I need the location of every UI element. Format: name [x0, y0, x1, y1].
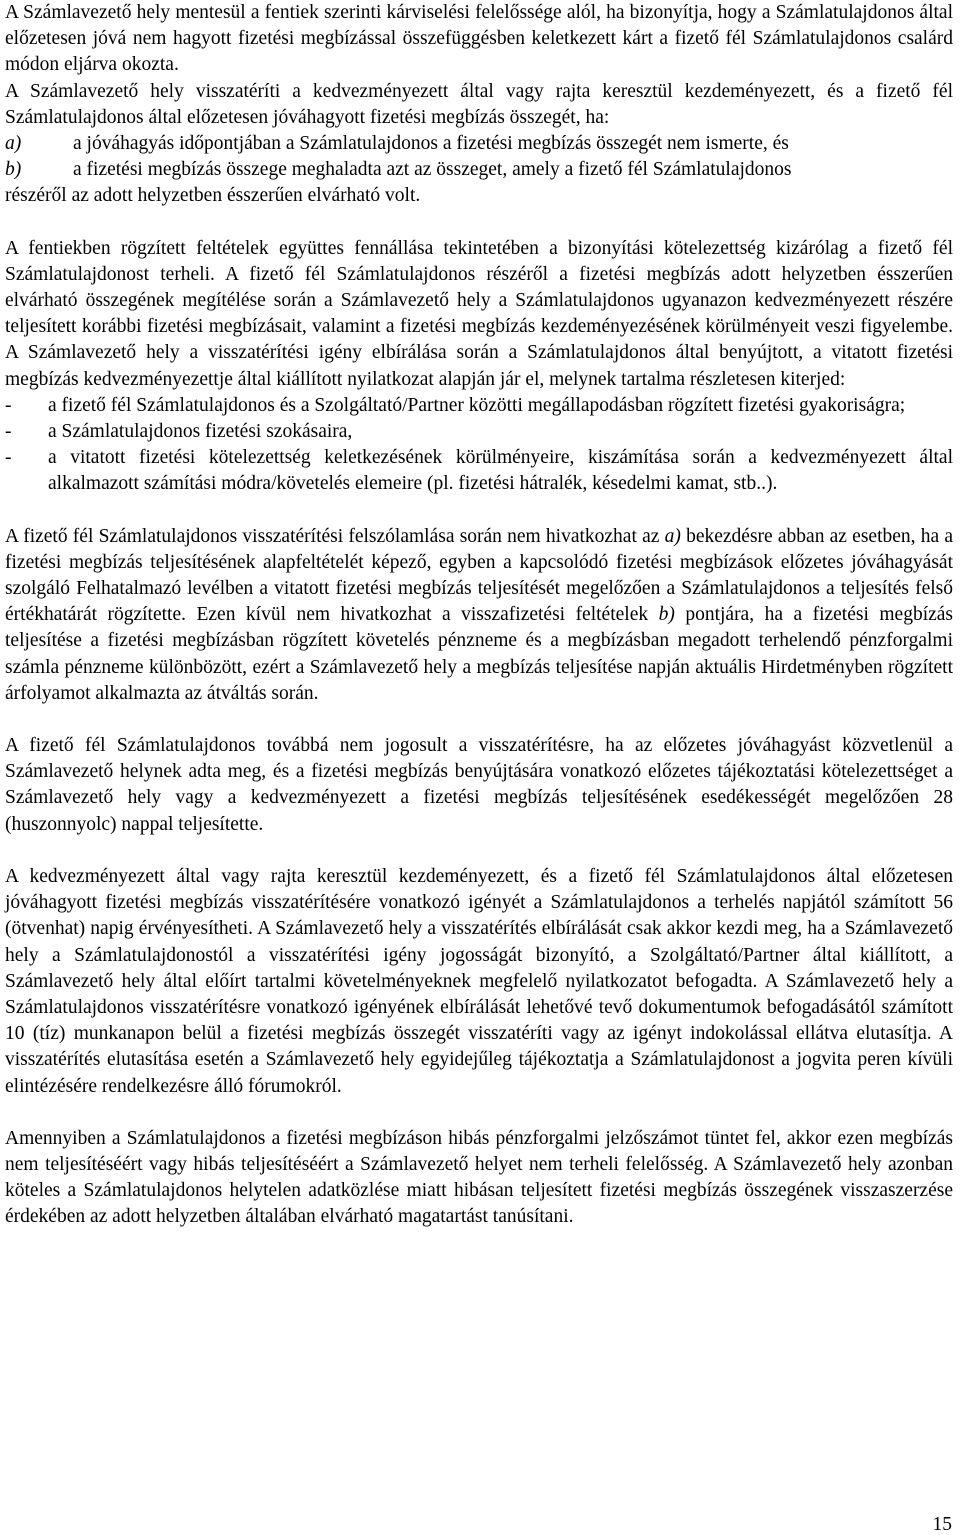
paragraph-burden-of-proof: A fentiekben rögzített feltételek együttes fennállása tekintetében a bizonyítási kötelezettség kizárólag a fizető fél Számlatulajdonost terheli. A fizető fél Számlatulajdonos részéről a fizetési megbízás adott helyzetben ésszerűen elvárható összegének megítélése során a Számlavezető hely a Számlatulajdonos ugyanazon kedvezményezett részére teljesített korábbi fizetési megbízásait, valamint a fizetési megbízás kezdeményezésének körülményeit veszi figyelembe. A Számlavezető hely a visszatérítési igény elbírálása során a Számlatulajdonos által benyújtott, a vitatott fizetési megbízás kedvezményezettje által kiállított nyilatkozat alapján jár el, melynek tartalma részletesen kiterjed:: [5, 237, 953, 390]
reference-b: b): [658, 604, 675, 626]
reference-a: a): [664, 525, 681, 547]
list-item: [5, 157, 953, 183]
paragraph-gap: [5, 210, 953, 236]
paragraph-liability-exemption: A Számlavezető hely mentesül a fentiek szerinti kárviselési felelőssége alól, ha bizonyítja, hogy a Számlatulajdonos által előzetesen jóvá nem hagyott fizetési megbízással összefüggésben keletkezett kárt a fizető fél Számlatulajdonos csalárd módon eljárva okozta.: [5, 2, 953, 76]
list-item: [5, 419, 953, 445]
list-marker: -: [5, 447, 12, 469]
paragraph-gap: [5, 498, 953, 524]
list-item-text: a fizető fél Számlatulajdonos és a Szolgáltató/Partner közötti megállapodásban rögzített fizetési gyakoriságra;: [48, 394, 906, 416]
list-item-text: a fizetési megbízás összege meghaladta azt az összeget, amely a fizető fél Számlatulajdonos: [73, 159, 792, 181]
list-marker: b): [5, 159, 22, 181]
page-number: 15: [932, 1514, 952, 1535]
paragraph-gap: [5, 1100, 953, 1126]
list-item: [5, 393, 953, 419]
list-item-text: a jóváhagyás időpontjában a Számlatulajdonos a fizetési megbízás összegét nem ismerte, és: [73, 133, 789, 155]
paragraph-text: A fizető fél Számlatulajdonos visszatérítési felszólamlása során nem hivatkozhat az: [5, 525, 665, 547]
list-item: [5, 445, 953, 497]
paragraph-objection-limits: [5, 524, 953, 707]
list-marker: a): [5, 133, 22, 155]
paragraph-text: bekezdésre abban az esetben, ha a fizetési megbízás teljesítésének alapfeltételét képező, egyben a kapcsolódó fizetési megbízások előzetes jóváhagyását szolgáló Felhatalmazó levélben a vitatott fizetési megbízás teljesítését megelőzően a Számlatulajdonos a teljesítés felső értékhatárát rögzítette. Ezen kívül nem hivatkozhat a visszafizetési feltételek: [5, 525, 953, 626]
paragraph-refund-conditions-tail: részéről az adott helyzetben ésszerűen elvárható volt.: [5, 185, 421, 207]
list-marker: -: [5, 421, 12, 443]
paragraph-wrong-account-number: Amennyiben a Számlatulajdonos a fizetési megbízáson hibás pénzforgalmi jelzőszámot tüntet fel, akkor ezen megbízás nem teljesítéséért vagy hibás teljesítéséért a Számlavezető helyet nem terheli felelősség. A Számlavezető hely azonban köteles a Számlatulajdonos helytelen adatközlése miatt hibásan teljesített fizetési megbízás összegének visszaszerzése érdekében az adott helyzetben általában elvárható magatartást tanúsítani.: [5, 1127, 953, 1228]
paragraph-refund-conditions: A Számlavezető hely visszatéríti a kedvezményezett által vagy rajta keresztül kezdeményezett, és a fizető fél Számlatulajdonos által előzetesen jóváhagyott fizetési megbízás összegét, ha:: [5, 80, 953, 128]
paragraph-refund-deadline: A kedvezményezett által vagy rajta keresztül kezdeményezett, és a fizető fél Számlatulajdonos által előzetesen jóváhagyott fizetési megbízás visszatérítésére vonatkozó igényét a Számlatulajdonos a terhelés napjától számított 56 (ötvenhat) napig érvényesítheti. A Számlavezető hely a visszatérítés elbírálását csak akkor kezdi meg, ha a Számlavezető hely a Számlatulajdonostól a visszatérítési igény jogosságát bizonyító, a Szolgáltató/Partner által kiállított, a Számlavezető hely által előírt tartalmi követelményeknek megfelelő nyilatkozatot befogadta. A Számlavezető hely a Számlatulajdonos visszatérítésre vonatkozó igényének elbírálását lehetővé tevő dokumentumok befogadásától számított 10 (tíz) munkanapon belül a fizetési megbízás összegét visszatéríti vagy az igényt indokolással ellátva elutasítja. A visszatérítés elutasítása esetén a Számlavezető hely egyidejűleg tájékoztatja a Számlatulajdonost a jogvita peren kívüli elintézésére rendelkezésre álló fórumokról.: [5, 865, 953, 1097]
paragraph-text: pontjára, ha a fizetési megbízás teljesítése a fizetési megbízásban rögzített követelés pénzneme és a megbízásban megadott terhelendő pénzforgalmi számla pénzneme különbözött, ezért a Számlavezető hely a megbízás teljesítése napján aktuális Hirdetményben rögzített árfolyamot alkalmazta az átváltás során.: [5, 604, 954, 704]
paragraph-no-refund: A fizető fél Számlatulajdonos továbbá nem jogosult a visszatérítésre, ha az előzetes jóváhagyást közvetlenül a Számlavezető helynek adta meg, és a fizetési megbízás benyújtására vonatkozó előzetes tájékoztatási kötelezettséget a Számlavezető hely vagy a kedvezményezett a fizetési megbízás teljesítésének esedékességét megelőzően 28 (huszonnyolc) nappal teljesítette.: [5, 735, 953, 835]
paragraph-gap: [5, 707, 953, 733]
list-item: [5, 131, 953, 157]
document-page: [5, 0, 953, 1231]
list-item-text: a vitatott fizetési kötelezettség keletkezésének körülményeire, kiszámítása során a kedvezményezett által alkalmazott számítási módra/követelés elemeire (pl. fizetési hátralék, késedelmi kamat, stb..).: [48, 447, 953, 495]
list-marker: -: [5, 394, 12, 416]
list-item-text: a Számlatulajdonos fizetési szokásaira,: [48, 421, 353, 443]
paragraph-gap: [5, 838, 953, 864]
